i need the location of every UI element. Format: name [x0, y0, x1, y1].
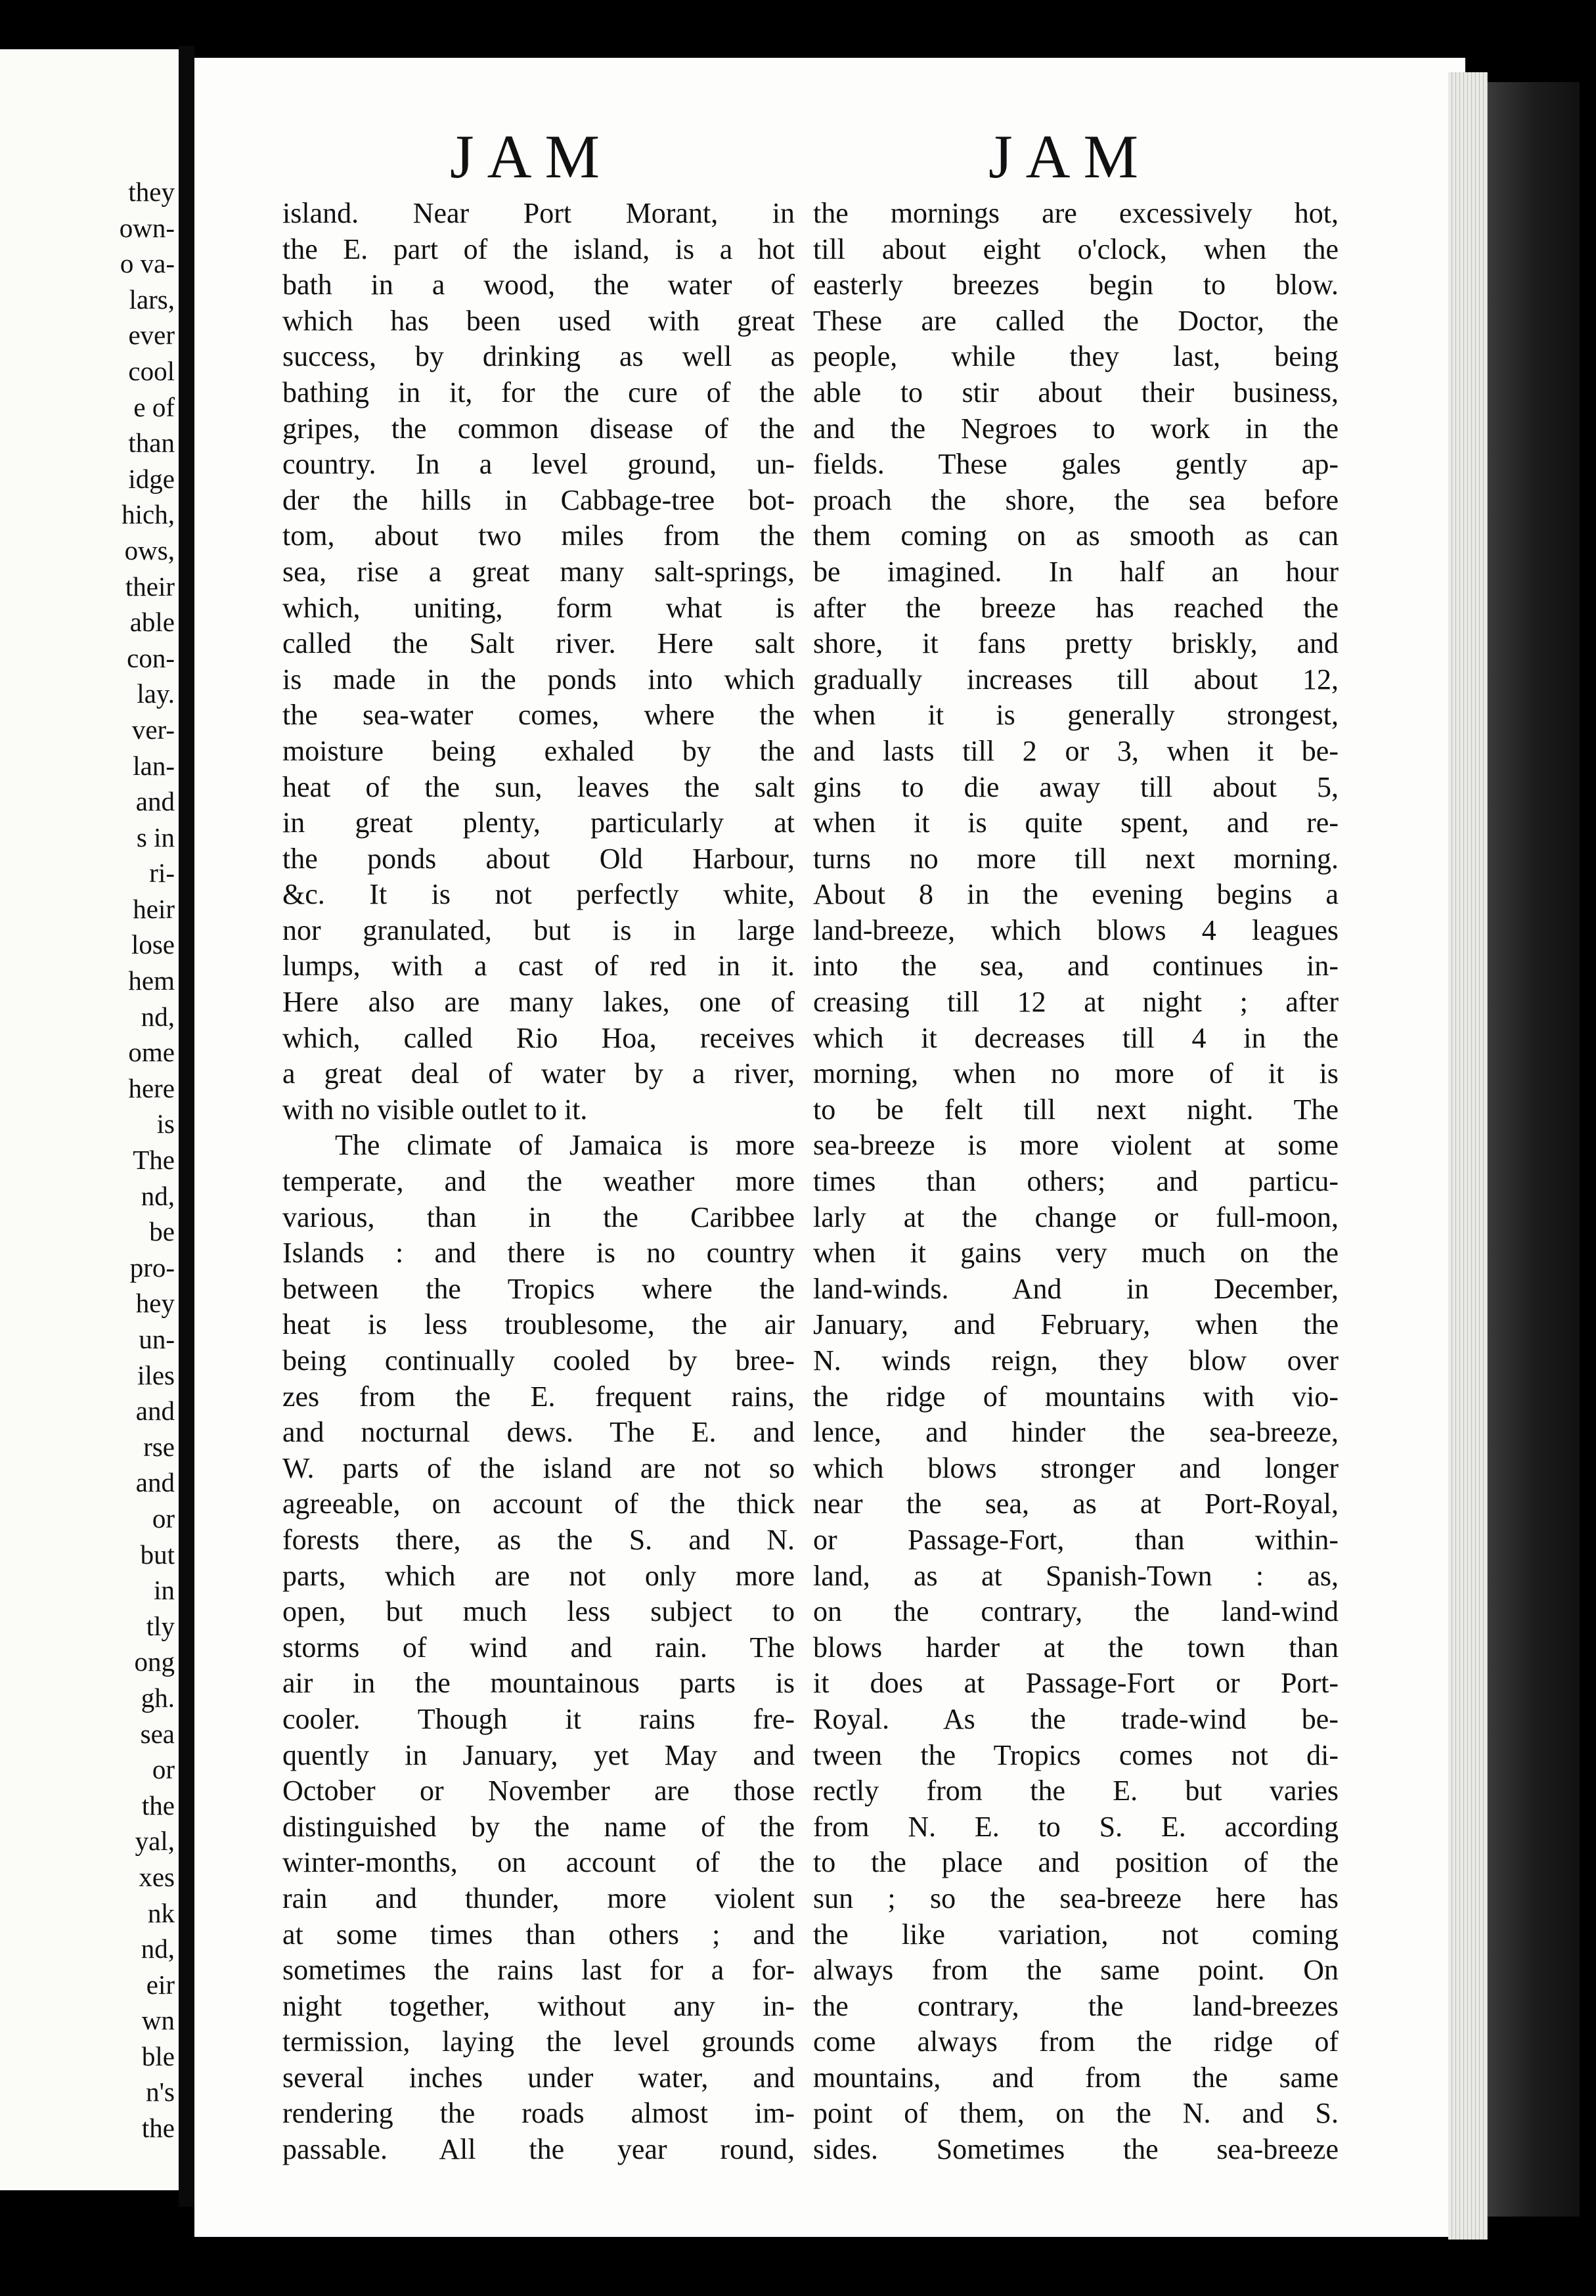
- text-line: rain and thunder, more violent: [282, 1882, 795, 1914]
- text-line: at some times than others ; and: [282, 1918, 795, 1951]
- text-line: tween the Tropics comes not di-: [813, 1738, 1339, 1771]
- fragment-line: ever: [128, 320, 175, 351]
- text-line: termission, laying the level grounds: [282, 2025, 795, 2058]
- fragment-line: and: [135, 1396, 175, 1426]
- text-line: sides. Sometimes the sea-breeze: [813, 2133, 1339, 2166]
- text-line: in great plenty, particularly at: [282, 806, 795, 839]
- fragment-line: ri-: [149, 858, 175, 889]
- text-line: heat is less troublesome, the air: [282, 1308, 795, 1341]
- fragment-line: ows,: [124, 535, 175, 565]
- text-line: and lasts till 2 or 3, when it be-: [813, 734, 1339, 767]
- text-line: island. Near Port Morant, in: [282, 197, 795, 229]
- fragment-line: the: [141, 2113, 175, 2144]
- fragment-line: wn: [141, 2005, 175, 2036]
- text-line: the E. part of the island, is a hot: [282, 232, 795, 265]
- fragment-line: they: [128, 177, 175, 207]
- book-block-edge: [1488, 82, 1580, 2217]
- fragment-line: here: [128, 1072, 175, 1103]
- fragment-line: nk: [148, 1897, 175, 1928]
- text-column-right: [813, 196, 1339, 2168]
- running-head-left: JAM: [450, 123, 613, 191]
- fragment-line: o va-: [120, 248, 175, 279]
- text-line: is made in the ponds into which: [282, 663, 795, 695]
- fragment-line: yal,: [135, 1826, 175, 1857]
- text-line: called the Salt river. Here salt: [282, 627, 795, 660]
- text-line: lumps, with a cast of red in it.: [282, 950, 795, 982]
- text-line: nor granulated, but is in large: [282, 914, 795, 946]
- text-line: January, and February, when the: [813, 1308, 1339, 1341]
- fragment-line: idge: [128, 463, 175, 494]
- text-line: several inches under water, and: [282, 2061, 795, 2094]
- text-line: which blows stronger and longer: [813, 1451, 1339, 1484]
- text-line: gradually increases till about 12,: [813, 663, 1339, 695]
- text-line: gins to die away till about 5,: [813, 770, 1339, 803]
- fragment-line: lan-: [133, 750, 175, 781]
- fragment-line: but: [140, 1539, 175, 1570]
- text-line: people, while they last, being: [813, 340, 1339, 373]
- fragment-line: lars,: [129, 284, 175, 315]
- fragment-line: cool: [128, 355, 175, 386]
- text-line: to be felt till next night. The: [813, 1093, 1339, 1126]
- fragment-line: con-: [127, 642, 175, 673]
- text-line: being continually cooled by bree-: [282, 1344, 795, 1377]
- text-line: the mornings are excessively hot,: [813, 197, 1339, 229]
- text-line: which, called Rio Hoa, receives: [282, 1021, 795, 1054]
- text-line: rendering the roads almost im-: [282, 2097, 795, 2130]
- text-line: blows harder at the town than: [813, 1631, 1339, 1664]
- book-gutter: [179, 46, 194, 2207]
- text-line: various, than in the Caribbee: [282, 1201, 795, 1233]
- text-line: sea, rise a great many salt-springs,: [282, 555, 795, 588]
- text-line: October or November are those: [282, 1775, 795, 1807]
- fragment-line: gh.: [141, 1682, 175, 1713]
- text-line: fields. These gales gently ap-: [813, 448, 1339, 481]
- text-line: with no visible outlet to it.: [282, 1093, 588, 1126]
- text-line: on the contrary, the land-wind: [813, 1595, 1339, 1628]
- fragment-line: rse: [143, 1431, 175, 1462]
- text-line: when it is generally strongest,: [813, 699, 1339, 732]
- text-line: proach the shore, the sea before: [813, 483, 1339, 516]
- text-line: W. parts of the island are not so: [282, 1451, 795, 1484]
- fragment-line: or: [152, 1754, 175, 1785]
- text-line: till about eight o'clock, when the: [813, 232, 1339, 265]
- fragment-line: hem: [128, 965, 175, 996]
- facing-page-text-fragments: [30, 174, 175, 2146]
- fragment-line: iles: [137, 1359, 175, 1390]
- text-line: zes from the E. frequent rains,: [282, 1380, 795, 1413]
- fragment-line: heir: [133, 893, 175, 924]
- text-line: der the hills in Cabbage-tree bot-: [282, 483, 795, 516]
- text-line: morning, when no more of it is: [813, 1057, 1339, 1090]
- fragment-line: or: [152, 1503, 175, 1534]
- text-line: able to stir about their business,: [813, 376, 1339, 408]
- text-line: which has been used with great: [282, 304, 795, 337]
- text-line: forests there, as the S. and N.: [282, 1523, 795, 1556]
- text-line: winter-months, on account of the: [282, 1846, 795, 1879]
- text-line: to the place and position of the: [813, 1846, 1339, 1879]
- fragment-line: in: [154, 1575, 175, 1606]
- text-line: temperate, and the weather more: [282, 1165, 795, 1198]
- fragment-line: able: [129, 607, 175, 638]
- fragment-line: ome: [128, 1037, 175, 1068]
- text-line: mountains, and from the same: [813, 2061, 1339, 2094]
- fragment-line: lay.: [137, 678, 175, 709]
- fragment-line: their: [125, 571, 175, 602]
- text-line: which, uniting, form what is: [282, 591, 795, 624]
- text-line: always from the same point. On: [813, 1954, 1339, 1987]
- text-line: shore, it fans pretty briskly, and: [813, 627, 1339, 660]
- text-line: into the sea, and continues in-: [813, 950, 1339, 982]
- fragment-line: own-: [119, 212, 175, 243]
- fragment-line: lose: [131, 929, 175, 960]
- text-line: times than others; and particu-: [813, 1165, 1339, 1198]
- fragment-line: The: [133, 1145, 175, 1176]
- text-line: storms of wind and rain. The: [282, 1631, 795, 1664]
- text-line: come always from the ridge of: [813, 2025, 1339, 2058]
- fragment-line: ble: [141, 2041, 175, 2071]
- fragment-line: un-: [139, 1324, 175, 1354]
- text-line: rectly from the E. but varies: [813, 1775, 1339, 1807]
- fragment-line: sea: [140, 1718, 175, 1749]
- text-line: the like variation, not coming: [813, 1918, 1339, 1951]
- text-line: point of them, on the N. and S.: [813, 2097, 1339, 2130]
- fragment-line: be: [149, 1216, 175, 1247]
- text-line: parts, which are not only more: [282, 1559, 795, 1592]
- fragment-line: eir: [146, 1969, 175, 2000]
- text-line: turns no more till next morning.: [813, 842, 1339, 875]
- text-line: sometimes the rains last for a for-: [282, 1954, 795, 1987]
- text-line: air in the mountainous parts is: [282, 1667, 795, 1700]
- text-line: gripes, the common disease of the: [282, 412, 795, 445]
- text-line: bath in a wood, the water of: [282, 269, 795, 301]
- text-line: Here also are many lakes, one of: [282, 986, 795, 1019]
- fragment-line: tly: [146, 1610, 175, 1641]
- text-line: The climate of Jamaica is more: [335, 1129, 795, 1162]
- fragment-line: pro-: [129, 1252, 175, 1283]
- fragment-line: the: [141, 1790, 175, 1821]
- text-line: distinguished by the name of the: [282, 1810, 795, 1843]
- text-line: passable. All the year round,: [282, 2133, 795, 2166]
- text-line: larly at the change or full-moon,: [813, 1201, 1339, 1233]
- text-line: be imagined. In half an hour: [813, 555, 1339, 588]
- text-line: &c. It is not perfectly white,: [282, 878, 795, 911]
- text-line: Islands : and there is no country: [282, 1237, 795, 1269]
- fragment-line: and: [135, 1467, 175, 1498]
- text-line: from N. E. to S. E. according: [813, 1810, 1339, 1843]
- fragment-line: nd,: [141, 1001, 175, 1032]
- text-line: cooler. Though it rains fre-: [282, 1702, 795, 1735]
- text-line: country. In a level ground, un-: [282, 448, 795, 481]
- text-line: it does at Passage-Fort or Port-: [813, 1667, 1339, 1700]
- text-line: when it is quite spent, and re-: [813, 806, 1339, 839]
- text-line: land, as at Spanish-Town : as,: [813, 1559, 1339, 1592]
- text-line: land-winds. And in December,: [813, 1272, 1339, 1305]
- fragment-line: hey: [135, 1288, 175, 1319]
- fragment-line: e of: [133, 391, 175, 422]
- text-line: Royal. As the trade-wind be-: [813, 1702, 1339, 1735]
- fragment-line: than: [128, 428, 175, 458]
- facing-page-left: [0, 49, 179, 2190]
- text-line: which it decreases till 4 in the: [813, 1021, 1339, 1054]
- text-line: sun ; so the sea-breeze here has: [813, 1882, 1339, 1914]
- text-line: These are called the Doctor, the: [813, 304, 1339, 337]
- page-edges: [1448, 72, 1488, 2240]
- text-line: lence, and hinder the sea-breeze,: [813, 1416, 1339, 1449]
- text-line: moisture being exhaled by the: [282, 734, 795, 767]
- text-column-left: [282, 196, 795, 2168]
- text-line: tom, about two miles from the: [282, 519, 795, 552]
- text-line: after the breeze has reached the: [813, 591, 1339, 624]
- text-line: near the sea, as at Port-Royal,: [813, 1488, 1339, 1520]
- text-line: bathing in it, for the cure of the: [282, 376, 795, 408]
- running-head-right: JAM: [988, 123, 1152, 191]
- text-line: night together, without any in-: [282, 1989, 795, 2022]
- text-line: sea-breeze is more violent at some: [813, 1129, 1339, 1162]
- text-line: the ponds about Old Harbour,: [282, 842, 795, 875]
- text-line: N. winds reign, they blow over: [813, 1344, 1339, 1377]
- fragment-line: is: [156, 1109, 175, 1139]
- text-line: heat of the sun, leaves the salt: [282, 770, 795, 803]
- text-line: land-breeze, which blows 4 leagues: [813, 914, 1339, 946]
- fragment-line: hich,: [122, 499, 175, 530]
- text-line: and nocturnal dews. The E. and: [282, 1416, 795, 1449]
- text-line: when it gains very much on the: [813, 1237, 1339, 1269]
- fragment-line: ver-: [131, 714, 175, 745]
- text-line: and the Negroes to work in the: [813, 412, 1339, 445]
- text-line: the contrary, the land-breezes: [813, 1989, 1339, 2022]
- fragment-line: s in: [136, 822, 175, 852]
- text-line: a great deal of water by a river,: [282, 1057, 795, 1090]
- text-line: success, by drinking as well as: [282, 340, 795, 373]
- text-line: or Passage-Fort, than within-: [813, 1523, 1339, 1556]
- fragment-line: and: [135, 786, 175, 817]
- fragment-line: ong: [134, 1646, 175, 1677]
- fragment-line: xes: [139, 1861, 175, 1892]
- text-line: the sea-water comes, where the: [282, 699, 795, 732]
- text-line: creasing till 12 at night ; after: [813, 986, 1339, 1019]
- text-line: agreeable, on account of the thick: [282, 1488, 795, 1520]
- text-line: quently in January, yet May and: [282, 1738, 795, 1771]
- text-line: them coming on as smooth as can: [813, 519, 1339, 552]
- text-line: easterly breezes begin to blow.: [813, 269, 1339, 301]
- fragment-line: nd,: [141, 1180, 175, 1211]
- fragment-line: nd,: [141, 1933, 175, 1964]
- text-line: About 8 in the evening begins a: [813, 878, 1339, 911]
- text-line: the ridge of mountains with vio-: [813, 1380, 1339, 1413]
- fragment-line: n's: [146, 2077, 175, 2108]
- text-line: between the Tropics where the: [282, 1272, 795, 1305]
- text-line: open, but much less subject to: [282, 1595, 795, 1628]
